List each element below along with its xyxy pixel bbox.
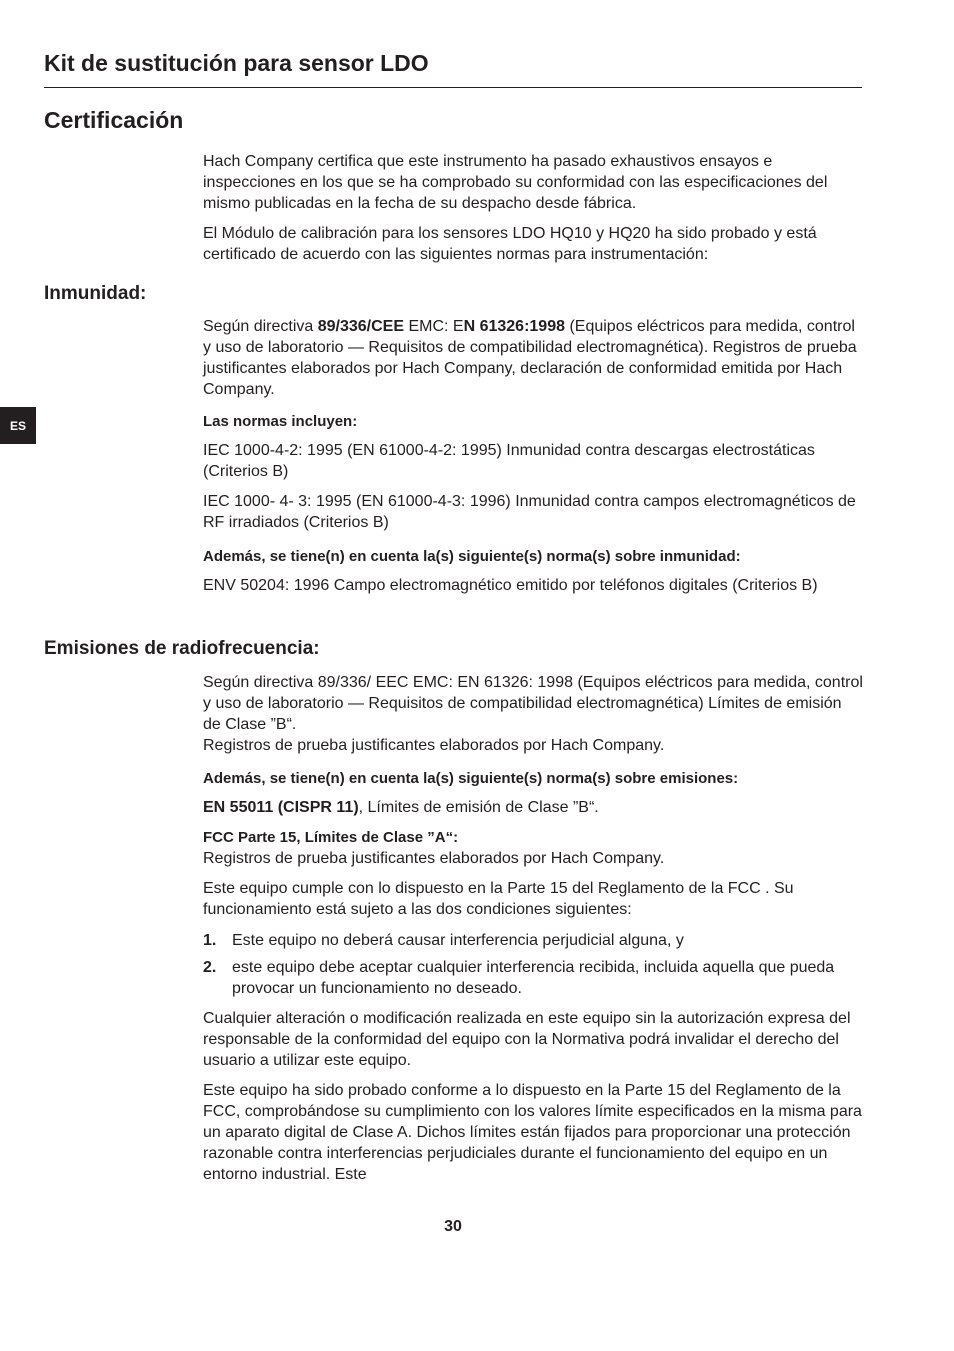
certification-paragraph-2: El Módulo de calibración para los sensores LDO HQ10 y HQ20 ha sido probado y está certificado de acuerdo con las siguientes normas para instrumentación: <box>203 225 817 263</box>
certification-paragraph-1: Hach Company certifica que este instrumento ha pasado exhaustivos ensayos e inspecciones en los que se ha comprobado su conformidad con las especificaciones del mismo publicadas en la fecha de su despacho desde fábrica. <box>203 153 828 212</box>
list-item-number: 1. <box>203 932 217 949</box>
immunity-directive-norm: N 61326:1998 <box>463 318 565 335</box>
list-item <box>203 930 863 951</box>
list-item-text: Este equipo no deberá causar interferencia perjudicial alguna, y <box>232 932 684 949</box>
immunity-heading: Inmunidad: <box>44 283 147 304</box>
immunity-norm-1: IEC 1000-4-2: 1995 (EN 61000-4-2: 1995) Inmunidad contra descargas electrostáticas (Criterios B) <box>203 442 815 480</box>
immunity-norms-heading: Las normas incluyen: <box>203 413 358 430</box>
section-title: Certificación <box>44 107 184 133</box>
list-item-text: este equipo debe aceptar cualquier interferencia recibida, incluida aquella que pueda provocar un funcionamiento no deseado. <box>232 959 835 997</box>
document-title: Kit de sustitución para sensor LDO <box>44 50 429 76</box>
en55011-text: , Límites de emisión de Clase ”B“. <box>358 799 599 816</box>
immunity-directive-mid: EMC: E <box>404 318 464 335</box>
immunity-norm-2: IEC 1000- 4- 3: 1995 (EN 61000-4-3: 1996) Inmunidad contra campos electromagnéticos de RF irradiados (Criterios B) <box>203 493 856 531</box>
emissions-en55011 <box>203 797 863 818</box>
fcc-heading: FCC Parte 15, Límites de Clase ”A“: <box>203 829 459 846</box>
emissions-directive-text: Según directiva 89/336/ EEC EMC: EN 61326: 1998 (Equipos eléctricos para medida, control y uso de laboratorio — Requisitos de compatibilidad electromagnética) Límites de emisión de Clase ”B“. <box>203 674 863 733</box>
emissions-additional-heading: Además, se tiene(n) en cuenta la(s) siguiente(s) norma(s) sobre emisiones: <box>203 770 739 787</box>
list-item <box>203 957 863 999</box>
immunity-additional-text: ENV 50204: 1996 Campo electromagnético emitido por teléfonos digitales (Criterios B) <box>203 577 818 594</box>
conditions-list <box>203 930 863 999</box>
immunity-text <box>203 316 863 596</box>
immunity-directive-paragraph <box>203 316 863 400</box>
immunity-directive-code: 89/336/CEE <box>317 318 405 335</box>
certification-text <box>203 151 863 265</box>
en55011-code: EN 55011 (CISPR 11) <box>203 799 359 816</box>
page-number: 30 <box>444 1218 462 1235</box>
list-item-number: 2. <box>203 959 217 976</box>
emissions-heading: Emisiones de radiofrecuencia: <box>44 638 320 659</box>
emissions-text <box>203 672 863 1185</box>
fcc-records: Registros de prueba justificantes elaborados por Hach Company. <box>203 850 665 867</box>
emissions-directive-records: Registros de prueba justificantes elaborados por Hach Company. <box>203 737 665 754</box>
fcc-intro: Este equipo cumple con lo dispuesto en la Parte 15 del Reglamento de la FCC . Su funcionamiento está sujeto a las dos condiciones siguientes: <box>203 880 794 918</box>
immunity-directive-prefix: Según directiva <box>203 318 318 335</box>
tested-paragraph: Este equipo ha sido probado conforme a lo dispuesto en la Parte 15 del Reglamento de la FCC, comprobándose su cumplimiento con los valores límite especificados en la misma para un aparato digital de Clase A. Dichos límites están fijados para proporcionar una protección razonable contra interferencias perjudiciales durante el funcionamiento del equipo en un entorno industrial. Este <box>203 1082 862 1183</box>
immunity-directive-rest: (Equipos eléctricos para medida, control y uso de laboratorio — Requisitos de compatibilidad electromagnética). Registros de prueba justificantes elaborados por Hach Company, declaración de conformidad emitida por Hach Company. <box>203 318 857 398</box>
title-divider <box>44 87 862 88</box>
language-tab: ES <box>0 407 36 444</box>
alteration-paragraph: Cualquier alteración o modificación realizada en este equipo sin la autorización expresa del responsable de la conformidad del equipo con la Normativa podrá invalidar el derecho del usuario a utilizar este equipo. <box>203 1010 851 1069</box>
immunity-additional-heading: Además, se tiene(n) en cuenta la(s) siguiente(s) norma(s) sobre inmunidad: <box>203 548 741 565</box>
